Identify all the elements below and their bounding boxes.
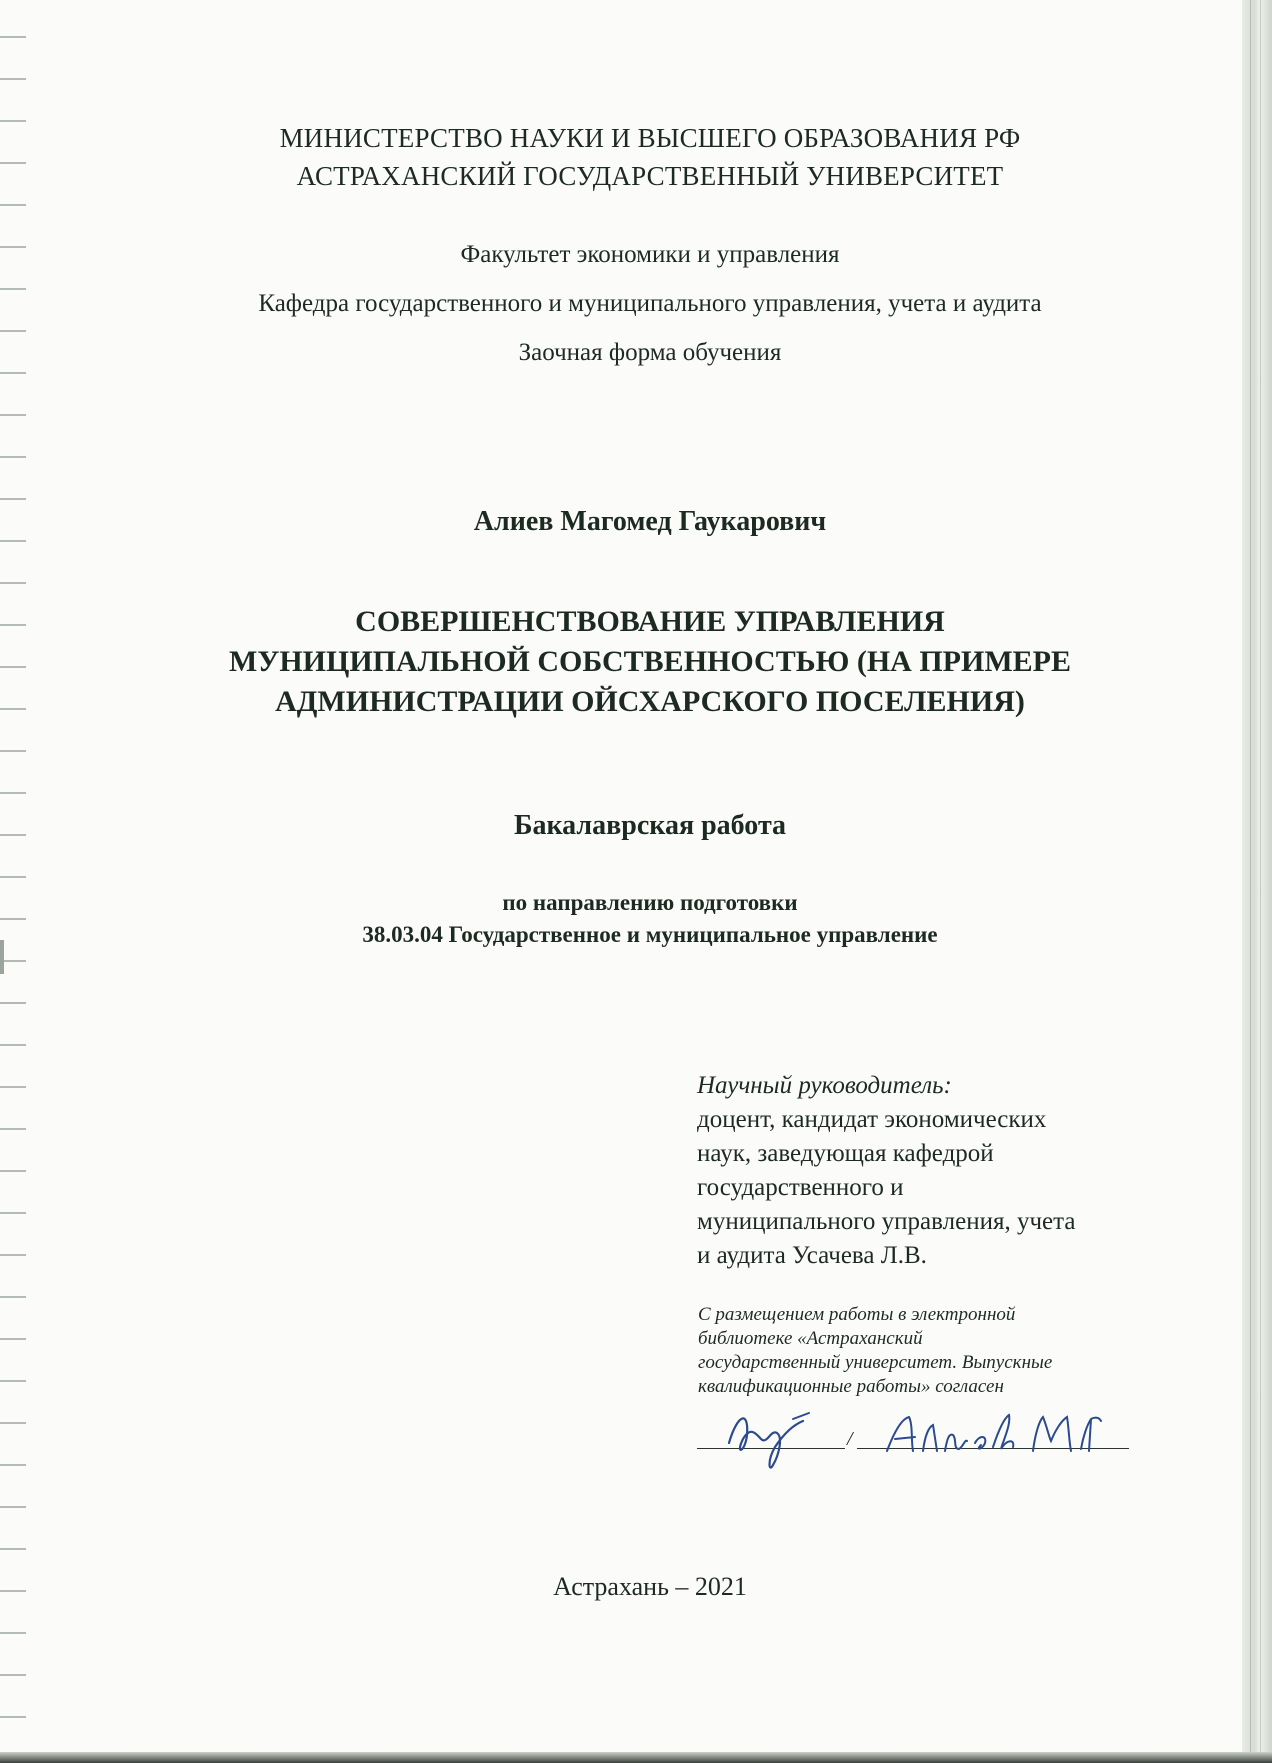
author-name: Алиев Магомед Гаукарович <box>473 506 827 537</box>
study-direction-code: 38.03.04 Государственное и муниципальное управление <box>362 922 938 947</box>
department-line: Кафедра государственного и муниципального управления, учета и аудита <box>258 290 1042 317</box>
supervisor-line: доцент, кандидат экономических <box>697 1106 1047 1133</box>
consent-statement <box>698 1303 1168 1399</box>
university-line: АСТРАХАНСКИЙ ГОСУДАРСТВЕННЫЙ УНИВЕРСИТЕТ <box>296 161 1004 191</box>
thesis-title-line: СОВЕРШЕНСТВОВАНИЕ УПРАВЛЕНИЯ <box>355 605 945 638</box>
supervisor-line: государственного и <box>697 1174 904 1201</box>
work-type: Бакалаврская работа <box>513 810 787 841</box>
consent-line: С размещением работы в электронной <box>698 1304 1016 1325</box>
binding-holes <box>0 0 26 1752</box>
thesis-title-line: АДМИНИСТРАЦИИ ОЙСХАРСКОГО ПОСЕЛЕНИЯ) <box>275 685 1025 718</box>
consent-line: библиотеке «Астраханский <box>698 1328 923 1349</box>
study-form-line: Заочная форма обучения <box>518 339 782 366</box>
supervisor-line: и аудита Усачева Л.В. <box>697 1242 927 1269</box>
consent-line: квалификационные работы» согласен <box>698 1376 1004 1397</box>
page-stack-edge <box>1242 0 1272 1763</box>
thesis-title-line: МУНИЦИПАЛЬНОЙ СОБСТВЕННОСТЬЮ (НА ПРИМЕРЕ <box>229 645 1071 678</box>
thesis-title <box>150 602 1150 722</box>
supervisor-heading: Научный руководитель: <box>697 1072 952 1099</box>
faculty-line: Факультет экономики и управления <box>460 241 840 268</box>
supervisor-block <box>697 1069 1177 1273</box>
ministry-line: МИНИСТЕРСТВО НАУКИ И ВЫСШЕГО ОБРАЗОВАНИЯ РФ <box>279 123 1021 153</box>
city-year: Астрахань – 2021 <box>553 1572 747 1601</box>
study-direction <box>150 887 1150 951</box>
supervisor-line: наук, заведующая кафедрой <box>697 1140 994 1167</box>
signature-row <box>697 1395 1127 1475</box>
study-direction-intro: по направлению подготовки <box>502 890 798 915</box>
supervisor-line: муниципального управления, учета <box>697 1208 1076 1235</box>
signature-separator: / <box>847 1428 853 1450</box>
handwritten-signature <box>697 1395 1127 1475</box>
page-bottom-edge <box>0 1752 1272 1763</box>
consent-line: государственный университет. Выпускные <box>698 1352 1053 1373</box>
